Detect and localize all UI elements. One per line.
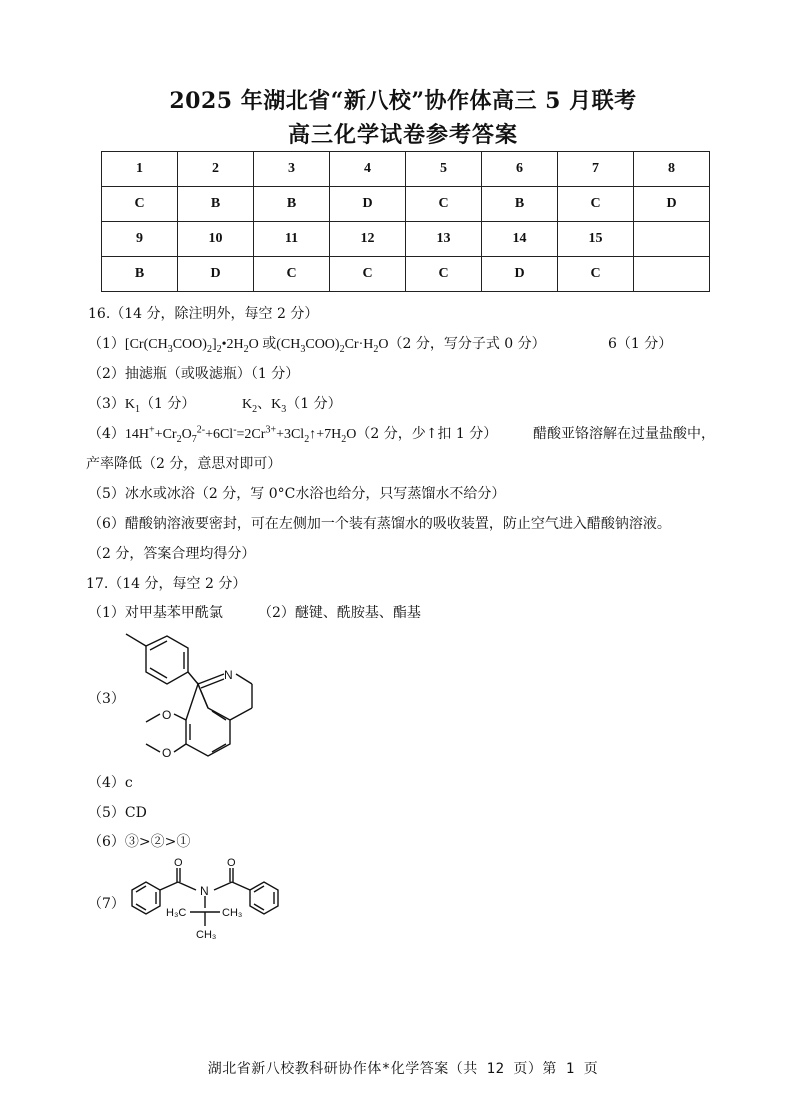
q16-part3-tail2: （1 分）	[286, 396, 342, 412]
question-number-cell: 5	[406, 152, 482, 187]
q16-part1	[88, 333, 546, 353]
question-number-cell: 15	[558, 222, 634, 257]
question-number-cell	[634, 222, 710, 257]
q16-part1-tail: （2 分，写分子式 0 分）	[388, 336, 546, 352]
svg-text:O: O	[162, 746, 172, 760]
answer-cell: B	[254, 187, 330, 222]
q17-part7-h3c: H₃C	[166, 907, 187, 919]
q17-part3-structure	[112, 626, 292, 766]
q16-part3-k1: $K_1$	[124, 397, 141, 415]
answer-cell: C	[102, 187, 178, 222]
answer-cell: C	[330, 257, 406, 292]
answer-cell: C	[254, 257, 330, 292]
page-footer: 湖北省新八校教科研协作体*化学答案（共 12 页）第 1 页	[207, 1061, 599, 1077]
answer-cell: C	[406, 257, 482, 292]
q17-part7-ch3-right: CH₃	[222, 907, 243, 919]
q17-part2: （2）醚键、酰胺基、酯基	[258, 605, 421, 621]
q16-part4-label: （4）	[88, 426, 125, 442]
answer-cell: D	[178, 257, 254, 292]
question-number-cell: 4	[330, 152, 406, 187]
question-number-cell: 2	[178, 152, 254, 187]
page-subtitle: 高三化学试卷参考答案	[287, 122, 518, 148]
answer-cell: D	[330, 187, 406, 222]
question-number-cell: 14	[482, 222, 558, 257]
question-number-row	[102, 152, 710, 187]
question-number-cell: 8	[634, 152, 710, 187]
answer-cell: C	[558, 187, 634, 222]
q16-part2: （2）抽滤瓶（或吸滤瓶）（1 分）	[88, 366, 300, 382]
q17-part7-ch3-bottom: CH₃	[196, 929, 217, 941]
q16-part1-formula: $[Cr(CH_3COO)_2]_2•2H_2O$ 或$(CH_3COO)_2Cr\cdot H_2O$	[124, 337, 389, 355]
question-number-cell: 13	[406, 222, 482, 257]
q16-header: 16.（14 分，除注明外，每空 2 分）	[88, 306, 319, 322]
answer-cell: B	[178, 187, 254, 222]
answer-cell: B	[102, 257, 178, 292]
q16-part1-label: （1）	[88, 336, 125, 352]
answer-cell: D	[482, 257, 558, 292]
answer-cell: D	[634, 187, 710, 222]
question-number-cell: 10	[178, 222, 254, 257]
answer-cell	[634, 257, 710, 292]
q16-part4-note: 醋酸亚铬溶解在过量盐酸中，	[533, 426, 715, 442]
answer-table	[101, 151, 710, 292]
question-number-cell: 12	[330, 222, 406, 257]
q17-part7-n-atom: N	[200, 884, 209, 898]
q16-part3-k2k3: $K_2$、$K_3$	[242, 397, 287, 415]
q17-part3-n-atom: N	[224, 668, 233, 682]
q16-part3-second	[242, 393, 342, 413]
q17-part7-structure	[124, 856, 324, 946]
question-number-cell: 11	[254, 222, 330, 257]
answer-row	[102, 187, 710, 222]
q16-part3-label: （3）	[88, 396, 125, 412]
q16-part4-equation: $14H^++Cr_2O_7^{2-}+6Cl^-=2Cr^{3+}+3Cl_2↑+7H_2O$	[124, 424, 357, 445]
q17-part3-label: （3）	[88, 691, 125, 707]
question-number-cell: 7	[558, 152, 634, 187]
answer-cell: C	[558, 257, 634, 292]
svg-text:O: O	[174, 857, 183, 869]
q16-part3	[88, 393, 195, 413]
page-title: 2025 年湖北省“新八校”协作体高三 5 月联考	[169, 88, 637, 114]
q17-part7-label: （7）	[88, 896, 125, 912]
answer-row	[102, 257, 710, 292]
question-number-cell: 3	[254, 152, 330, 187]
q17-part6: （6）③>②>①	[88, 834, 191, 850]
q16-part4	[88, 423, 497, 443]
question-number-cell: 6	[482, 152, 558, 187]
question-number-row	[102, 222, 710, 257]
svg-text:O: O	[162, 708, 172, 722]
q16-part4-tail: （2 分，少↑扣 1 分）	[356, 426, 498, 442]
q17-part5: （5）CD	[88, 805, 147, 821]
svg-text:O: O	[227, 857, 236, 869]
q17-part1: （1）对甲基苯甲酰氯	[88, 605, 223, 621]
q17-part4: （4）c	[88, 775, 133, 791]
q16-part5: （5）冰水或冰浴（2 分，写 0°C水浴也给分，只写蒸馏水不给分）	[88, 486, 506, 502]
answer-cell: B	[482, 187, 558, 222]
question-number-cell: 1	[102, 152, 178, 187]
question-number-cell: 9	[102, 222, 178, 257]
answer-cell: C	[406, 187, 482, 222]
q16-part6: （6）醋酸钠溶液要密封，可在左侧加一个装有蒸馏水的吸收装置，防止空气进入醋酸钠溶液。	[88, 516, 671, 532]
q16-part1-extra: 6（1 分）	[608, 336, 673, 352]
q16-part3-tail1: （1 分）	[140, 396, 196, 412]
q16-part4-cont: 产率降低（2 分，意思对即可）	[86, 456, 282, 472]
q16-part6-cont: （2 分，答案合理均得分）	[88, 546, 256, 562]
q17-header: 17.（14 分，每空 2 分）	[86, 576, 247, 592]
